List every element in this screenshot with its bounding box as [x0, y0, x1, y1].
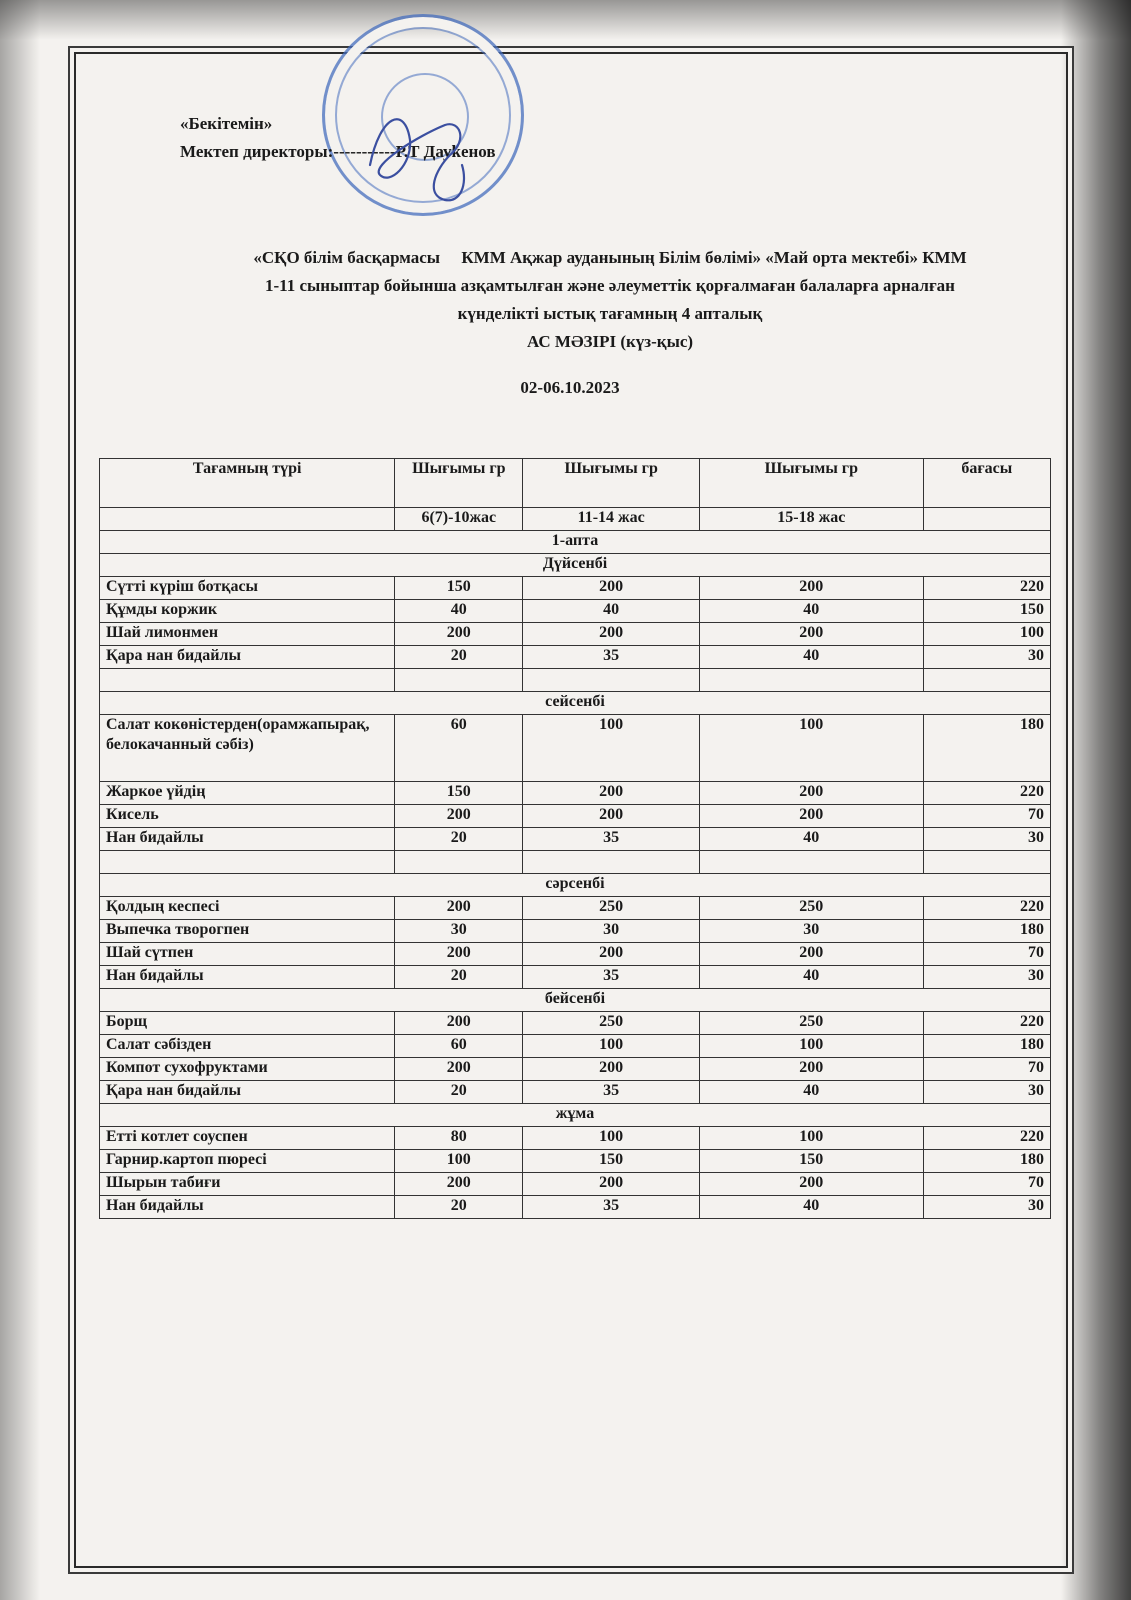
price: 30: [923, 646, 1050, 669]
yield-age-6-10: 60: [395, 1035, 523, 1058]
col-header-dish: Тағамның түрі: [100, 459, 395, 508]
yield-age-15-18: 200: [700, 1173, 924, 1196]
yield-age-11-14: 30: [523, 920, 700, 943]
age-group-price-empty: [923, 508, 1050, 531]
dish-name: Қара нан бидайлы: [100, 1081, 395, 1104]
dish-name: Компот сухофруктами: [100, 1058, 395, 1081]
spacer-row: [100, 669, 1051, 692]
approval-director: Мектеп директоры:-----------Р.Т Дауkенов: [180, 142, 496, 161]
dish-name: Шай сүтпен: [100, 943, 395, 966]
yield-age-6-10: 20: [395, 1081, 523, 1104]
yield-age-15-18: 200: [700, 623, 924, 646]
yield-age-11-14: 200: [523, 805, 700, 828]
yield-age-15-18: 200: [700, 577, 924, 600]
age-group-row: [100, 508, 1051, 531]
yield-age-15-18: 30: [700, 920, 924, 943]
spacer-cell: [395, 851, 523, 874]
yield-age-11-14: 35: [523, 828, 700, 851]
yield-age-11-14: 35: [523, 1081, 700, 1104]
yield-age-15-18: 150: [700, 1150, 924, 1173]
col-header-price: бағасы: [923, 459, 1050, 508]
yield-age-11-14: 150: [523, 1150, 700, 1173]
scan-shadow-top: [0, 0, 1131, 40]
menu-item-row: [100, 1012, 1051, 1035]
spacer-cell: [700, 851, 924, 874]
yield-age-6-10: 20: [395, 966, 523, 989]
dish-name: Сүтті күріш ботқасы: [100, 577, 395, 600]
dish-name: Салат кокөністерден(орамжапырақ, белокачанный сәбіз): [100, 715, 395, 782]
yield-age-6-10: 200: [395, 943, 523, 966]
menu-item-row: [100, 1081, 1051, 1104]
price: 220: [923, 897, 1050, 920]
document-header: [170, 244, 1050, 356]
yield-age-6-10: 200: [395, 897, 523, 920]
price: 180: [923, 920, 1050, 943]
price: 220: [923, 1127, 1050, 1150]
day-label: Дүйсенбі: [100, 554, 1051, 577]
yield-age-6-10: 60: [395, 715, 523, 782]
menu-item-row: [100, 943, 1051, 966]
yield-age-11-14: 200: [523, 782, 700, 805]
dish-name: Гарнир.картоп пюресі: [100, 1150, 395, 1173]
yield-age-15-18: 250: [700, 897, 924, 920]
header-line-2: 1-11 сыныптар бойынша азқамтылған және әлеуметтік қорғалмаған балаларға арналған: [265, 276, 955, 295]
yield-age-11-14: 200: [523, 577, 700, 600]
menu-item-row: [100, 1150, 1051, 1173]
menu-item-row: [100, 646, 1051, 669]
dish-name: Борщ: [100, 1012, 395, 1035]
yield-age-11-14: 100: [523, 1035, 700, 1058]
day-label: жұма: [100, 1104, 1051, 1127]
age-group-3: 15-18 жас: [700, 508, 924, 531]
dish-name: Кисель: [100, 805, 395, 828]
day-label: сәрсенбі: [100, 874, 1051, 897]
yield-age-11-14: 35: [523, 1196, 700, 1219]
dish-name: Нан бидайлы: [100, 966, 395, 989]
dish-name: Құмды коржик: [100, 600, 395, 623]
dish-name: Нан бидайлы: [100, 1196, 395, 1219]
age-group-1: 6(7)-10жас: [395, 508, 523, 531]
scan-shadow-right: [1061, 0, 1131, 1600]
yield-age-11-14: 200: [523, 623, 700, 646]
week-label: 1-апта: [100, 531, 1051, 554]
yield-age-15-18: 200: [700, 1058, 924, 1081]
day-row: [100, 989, 1051, 1012]
yield-age-15-18: 100: [700, 1035, 924, 1058]
price: 70: [923, 805, 1050, 828]
yield-age-15-18: 40: [700, 1081, 924, 1104]
price: 180: [923, 1150, 1050, 1173]
menu-item-row: [100, 715, 1051, 782]
price: 220: [923, 577, 1050, 600]
yield-age-15-18: 40: [700, 600, 924, 623]
yield-age-6-10: 20: [395, 646, 523, 669]
price: 70: [923, 1058, 1050, 1081]
yield-age-11-14: 250: [523, 1012, 700, 1035]
yield-age-11-14: 200: [523, 1058, 700, 1081]
director-signature: [350, 95, 490, 205]
price: 70: [923, 943, 1050, 966]
menu-item-row: [100, 1035, 1051, 1058]
spacer-cell: [923, 851, 1050, 874]
menu-item-row: [100, 1127, 1051, 1150]
yield-age-6-10: 200: [395, 1012, 523, 1035]
dish-name: Жаркое үйдің: [100, 782, 395, 805]
day-row: [100, 554, 1051, 577]
price: 30: [923, 1081, 1050, 1104]
col-header-yield-3: Шығымы гр: [700, 459, 924, 508]
day-row: [100, 1104, 1051, 1127]
menu-item-row: [100, 828, 1051, 851]
price: 180: [923, 715, 1050, 782]
age-group-empty: [100, 508, 395, 531]
yield-age-15-18: 40: [700, 966, 924, 989]
menu-item-row: [100, 1196, 1051, 1219]
yield-age-6-10: 20: [395, 1196, 523, 1219]
dish-name: Салат сәбізден: [100, 1035, 395, 1058]
col-header-yield-1: Шығымы гр: [395, 459, 523, 508]
yield-age-6-10: 80: [395, 1127, 523, 1150]
yield-age-11-14: 200: [523, 1173, 700, 1196]
yield-age-11-14: 200: [523, 943, 700, 966]
price: 30: [923, 828, 1050, 851]
menu-date: 02-06.10.2023: [520, 378, 620, 397]
dish-name: Шай лимонмен: [100, 623, 395, 646]
menu-item-row: [100, 920, 1051, 943]
spacer-row: [100, 851, 1051, 874]
yield-age-15-18: 200: [700, 943, 924, 966]
yield-age-6-10: 200: [395, 623, 523, 646]
menu-item-row: [100, 1058, 1051, 1081]
yield-age-11-14: 250: [523, 897, 700, 920]
yield-age-6-10: 150: [395, 577, 523, 600]
yield-age-11-14: 100: [523, 715, 700, 782]
yield-age-15-18: 40: [700, 828, 924, 851]
yield-age-15-18: 100: [700, 715, 924, 782]
price: 220: [923, 782, 1050, 805]
spacer-cell: [100, 851, 395, 874]
menu-item-row: [100, 577, 1051, 600]
age-group-2: 11-14 жас: [523, 508, 700, 531]
yield-age-15-18: 40: [700, 646, 924, 669]
menu-item-row: [100, 623, 1051, 646]
menu-table: [99, 458, 1051, 1219]
approval-title: «Бекітемін»: [180, 114, 273, 133]
yield-age-6-10: 150: [395, 782, 523, 805]
yield-age-6-10: 40: [395, 600, 523, 623]
dish-name: Выпечка творогпен: [100, 920, 395, 943]
menu-item-row: [100, 782, 1051, 805]
yield-age-6-10: 30: [395, 920, 523, 943]
menu-item-row: [100, 966, 1051, 989]
menu-item-row: [100, 600, 1051, 623]
price: 30: [923, 966, 1050, 989]
yield-age-15-18: 40: [700, 1196, 924, 1219]
dish-name: Етті котлет соуспен: [100, 1127, 395, 1150]
dish-name: Нан бидайлы: [100, 828, 395, 851]
dish-name: Қолдың кеспесі: [100, 897, 395, 920]
day-label: бейсенбі: [100, 989, 1051, 1012]
yield-age-6-10: 20: [395, 828, 523, 851]
yield-age-11-14: 35: [523, 966, 700, 989]
yield-age-6-10: 200: [395, 805, 523, 828]
yield-age-6-10: 200: [395, 1058, 523, 1081]
price: 70: [923, 1173, 1050, 1196]
day-label: сейсенбі: [100, 692, 1051, 715]
price: 30: [923, 1196, 1050, 1219]
yield-age-6-10: 200: [395, 1173, 523, 1196]
menu-item-row: [100, 897, 1051, 920]
dish-name: Шырын табиғи: [100, 1173, 395, 1196]
spacer-cell: [700, 669, 924, 692]
spacer-cell: [395, 669, 523, 692]
price: 220: [923, 1012, 1050, 1035]
yield-age-11-14: 100: [523, 1127, 700, 1150]
yield-age-15-18: 200: [700, 805, 924, 828]
table-header-row: [100, 459, 1051, 508]
yield-age-11-14: 35: [523, 646, 700, 669]
header-line-1: «СҚО білім басқармасы КММ Ақжар ауданының Білім бөлімі» «Май орта мектебі» КММ: [253, 248, 967, 267]
scan-shadow-left: [0, 0, 40, 1600]
price: 100: [923, 623, 1050, 646]
yield-age-15-18: 250: [700, 1012, 924, 1035]
price: 180: [923, 1035, 1050, 1058]
yield-age-15-18: 100: [700, 1127, 924, 1150]
day-row: [100, 692, 1051, 715]
header-line-3: күнделікті ыстық тағамның 4 апталық: [457, 304, 763, 323]
spacer-cell: [100, 669, 395, 692]
spacer-cell: [923, 669, 1050, 692]
yield-age-15-18: 200: [700, 782, 924, 805]
spacer-cell: [523, 669, 700, 692]
week-row: [100, 531, 1051, 554]
price: 150: [923, 600, 1050, 623]
yield-age-6-10: 100: [395, 1150, 523, 1173]
col-header-yield-2: Шығымы гр: [523, 459, 700, 508]
header-line-4: АС МӘЗІРІ (күз-қыс): [526, 332, 694, 351]
dish-name: Қара нан бидайлы: [100, 646, 395, 669]
yield-age-11-14: 40: [523, 600, 700, 623]
menu-item-row: [100, 1173, 1051, 1196]
day-row: [100, 874, 1051, 897]
spacer-cell: [523, 851, 700, 874]
menu-table-body: [100, 459, 1051, 1219]
menu-item-row: [100, 805, 1051, 828]
